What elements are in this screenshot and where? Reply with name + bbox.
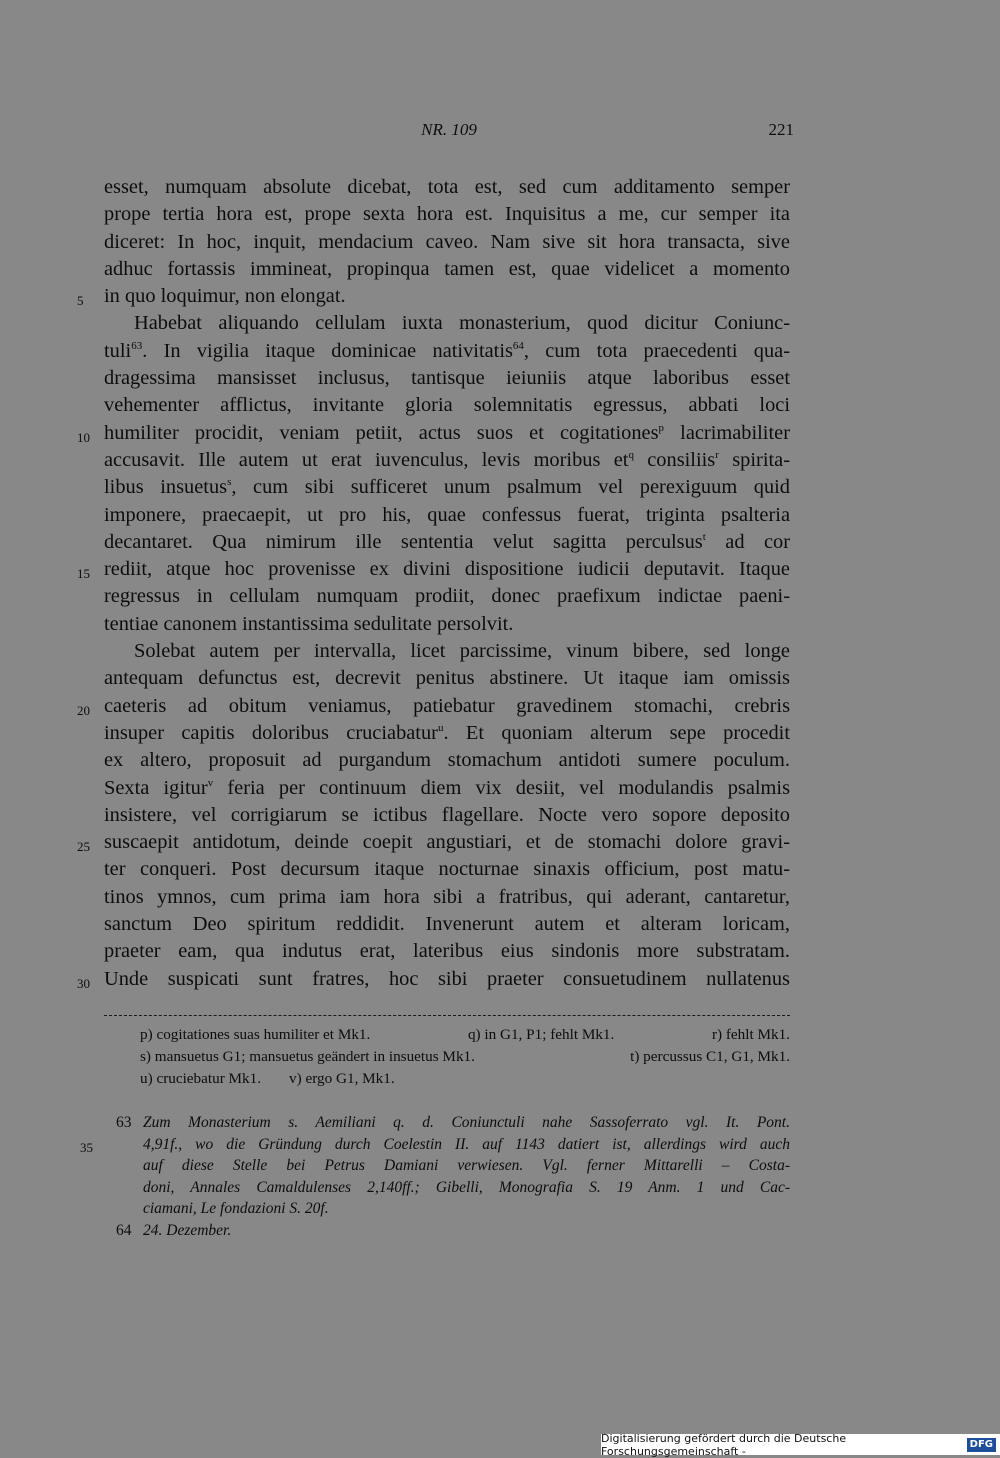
text-segment: lacrimabiliter xyxy=(664,421,790,444)
apparatus-line xyxy=(140,1024,790,1046)
text-line xyxy=(104,583,790,610)
apparatus-divider xyxy=(104,1015,790,1016)
text-segment: accusavit. Ille autem ut erat iuvenculus, levis moribus et xyxy=(104,448,629,471)
footnote-marker: s xyxy=(227,476,232,489)
text-line xyxy=(104,392,790,419)
text-segment: decantaret. Qua nimirum ille sententia velut sagitta perculsus xyxy=(104,530,703,553)
text-segment: insistere, vel corrigiarum se ictibus flagellare. Nocte vero sopore deposito xyxy=(104,803,790,826)
text-line xyxy=(104,884,790,911)
text-segment: Sexta igitur xyxy=(104,776,208,799)
text-segment: . In vigilia itaque dominicae nativitatis xyxy=(142,339,513,362)
footnote-number: 63 xyxy=(116,1114,132,1131)
text-line xyxy=(104,747,790,774)
text-segment: tentiae canonem instantissima sedulitate persolvit. xyxy=(104,612,514,635)
text-segment: humiliter procidit, veniam petiit, actus suos et cogitationes xyxy=(104,421,659,444)
text-segment: feria per continuum diem vix desiit, vel modulandis psalmis xyxy=(213,776,791,799)
footnote-text xyxy=(143,1112,790,1220)
text-segment: esset, numquam absolute dicebat, tota est, sed cum additamento semper xyxy=(104,176,790,198)
text-segment: praeter eam, qua indutus erat, lateribus eius sindonis more substratam. xyxy=(104,940,790,963)
line-number: 25 xyxy=(77,839,90,855)
text-line xyxy=(77,829,790,856)
text-segment: . Et quoniam alterum sepe procedit xyxy=(443,721,790,744)
text-segment: antequam defunctus est, decrevit penitus abstinere. Ut itaque iam omissis xyxy=(104,667,790,690)
footnote-marker: 64 xyxy=(512,339,524,352)
footnotes xyxy=(116,1112,790,1241)
text-line xyxy=(104,938,790,965)
text-segment: Unde suspicati sunt fratres, hoc sibi praeter consuetudinem nullatenus xyxy=(104,967,790,990)
digitization-footer xyxy=(601,1431,1000,1458)
notes-line-number: 35 xyxy=(80,1140,93,1155)
footnote-marker: q xyxy=(628,449,634,462)
text-line xyxy=(104,720,790,747)
text-line xyxy=(104,502,790,529)
text-line xyxy=(104,365,790,392)
line-number: 20 xyxy=(77,702,90,718)
text-segment: in quo loquimur, non elongat. xyxy=(104,285,346,308)
text-line xyxy=(104,201,790,228)
text-segment: consiliis xyxy=(633,448,716,471)
footnote-marker: r xyxy=(715,449,719,462)
text-line xyxy=(104,775,790,802)
footnote-line: 24. Dezember. xyxy=(143,1221,232,1239)
text-line xyxy=(104,529,790,556)
text-line xyxy=(104,447,790,474)
text-line xyxy=(104,638,790,665)
page-header xyxy=(104,120,794,144)
apparatus-entry: t) percussus C1, G1, Mk1. xyxy=(630,1048,790,1065)
dfg-logo: DFG xyxy=(967,1438,996,1452)
text-line xyxy=(77,966,790,993)
apparatus-entry: q) in G1, P1; fehlt Mk1. xyxy=(467,1026,615,1043)
text-line xyxy=(77,420,790,447)
text-segment: , cum tota praecedenti qua- xyxy=(523,339,790,362)
text-segment: vehementer afflictus, invitante gloria solemnitatis egressus, abbati loci xyxy=(104,394,790,417)
text-segment: sanctum Deo spiritum reddidit. Invenerunt autem et alteram loricam, xyxy=(104,913,790,936)
text-segment: insuper capitis doloribus cruciabatur xyxy=(104,721,438,744)
footnote-line: doni, Annales Camaldulenses 2,140ff.; Gibelli, Monografia S. 19 Anm. 1 und Cac- xyxy=(143,1178,790,1196)
text-line xyxy=(104,229,790,256)
apparatus-entry: u) cruciebatur Mk1. xyxy=(140,1070,262,1087)
text-segment: adhuc fortassis immineat, propinqua tamen est, quae videlicet a momento xyxy=(104,257,790,280)
text-segment: , cum sibi sufficeret unum psalmum vel perexiguum quid xyxy=(231,476,791,499)
footnote-marker: p xyxy=(658,421,665,434)
text-segment: Solebat autem per intervalla, licet parcissime, vinum bibere, sed longe xyxy=(134,640,790,663)
text-line xyxy=(77,283,790,310)
footnote-line: Zum Monasterium s. Aemiliani q. d. Coniunctuli nahe Sassoferrato vgl. It. Pont. xyxy=(143,1114,790,1131)
footnote-line: 4,91f., wo die Gründung durch Coelestin II. auf 1143 datiert ist, allerdings wird auch xyxy=(143,1135,790,1153)
footnote-marker: v xyxy=(207,776,214,789)
text-segment: ter conqueri. Post decursum itaque nocturnae sinaxis officium, post matu- xyxy=(104,858,790,881)
footnote-line: auf diese Stelle bei Petrus Damiani verwiesen. Vgl. ferner Mittarelli – Costa- xyxy=(143,1157,790,1174)
text-segment: tinos ymnos, cum prima iam hora sibi a fratribus, qui aderant, cantaretur, xyxy=(104,885,790,908)
text-line xyxy=(104,310,790,337)
text-line xyxy=(104,856,790,883)
text-segment: tuli xyxy=(104,339,132,362)
text-segment: rediit, atque hoc provenisse ex divini dispositione iudicii deputavit. Itaque xyxy=(104,558,790,581)
text-segment: regressus in cellulam numquam prodiit, donec praefixum indictae paeni- xyxy=(104,585,790,608)
text-segment: imponere, praecaepit, ut pro his, quae confessus fuerat, triginta psalteria xyxy=(104,503,790,526)
footnote-text xyxy=(143,1220,790,1242)
text-segment: libus insuetus xyxy=(104,476,228,499)
text-line xyxy=(104,911,790,938)
text-line xyxy=(104,665,790,692)
text-line xyxy=(104,338,790,365)
apparatus-entry: v) ergo G1, Mk1. xyxy=(289,1070,395,1087)
footer-text: Digitalisierung gefördert durch die Deutsche Forschungsgemeinschaft - xyxy=(601,1431,847,1458)
main-text xyxy=(77,174,791,993)
text-segment: caeteris ad obitum veniamus, patiebatur gravedinem stomachi, crebris xyxy=(104,694,790,717)
text-line xyxy=(104,611,790,638)
line-number: 10 xyxy=(77,429,90,445)
text-segment: Habebat aliquando cellulam iuxta monasterium, quod dicitur Coniunc- xyxy=(134,312,790,335)
line-number: 30 xyxy=(77,975,90,991)
footnote-number: 64 xyxy=(116,1221,132,1239)
apparatus-line xyxy=(140,1046,790,1068)
text-segment: dragessima mansisset inclusus, tantisque ieiuniis atque laboribus esset xyxy=(104,367,790,390)
line-number: 15 xyxy=(77,566,90,582)
footnote-marker: t xyxy=(702,531,706,544)
critical-apparatus xyxy=(140,1024,790,1090)
text-segment: ex altero, proposuit ad purgandum stomachum antidoti sumere poculum. xyxy=(104,749,790,772)
text-line xyxy=(77,556,790,583)
footnote-marker: u xyxy=(437,722,444,735)
text-line xyxy=(104,174,790,201)
text-segment: spirita- xyxy=(718,448,790,471)
document-number: NR. 109 xyxy=(421,120,477,139)
text-line xyxy=(104,474,790,501)
text-line xyxy=(77,693,790,720)
footnote xyxy=(116,1220,790,1242)
apparatus-entry: p) cogitationes suas humiliter et Mk1. xyxy=(140,1026,371,1043)
line-number: 5 xyxy=(77,293,84,309)
text-line xyxy=(104,256,790,283)
text-segment: diceret: In hoc, inquit, mendacium caveo. Nam sive sit hora transacta, sive xyxy=(104,230,790,253)
apparatus-entry: r) fehlt Mk1. xyxy=(711,1026,790,1043)
text-line xyxy=(104,802,790,829)
apparatus-entry: s) mansuetus G1; mansuetus geändert in insuetus Mk1. xyxy=(140,1048,475,1065)
text-segment: suscaepit antidotum, deinde coepit angustiari, et de stomachi dolore gravi- xyxy=(104,831,790,854)
page-number: 221 xyxy=(768,120,794,139)
footnote-marker: 63 xyxy=(131,339,143,352)
apparatus-line xyxy=(140,1068,790,1090)
footnote-line: ciamani, Le fondazioni S. 20f. xyxy=(143,1200,329,1217)
text-segment: ad cor xyxy=(705,530,790,553)
footnote xyxy=(116,1112,790,1220)
text-segment: prope tertia hora est, prope sexta hora est. Inquisitus a me, cur semper ita xyxy=(104,203,790,226)
